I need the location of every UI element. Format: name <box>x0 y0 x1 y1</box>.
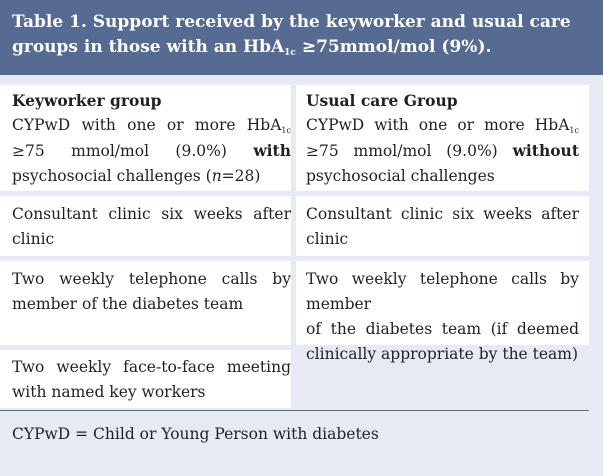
table-title-subscript: 1c <box>284 48 296 58</box>
usual-care-criteria-line-1: CYPwD with one or more HbA$_{1c}$ <box>306 116 579 135</box>
usual-care-clinic-line-1: Consultant clinic six weeks after <box>306 205 579 223</box>
keyworker-clinic-cell <box>0 196 291 256</box>
usual-care-clinic-cell <box>296 196 589 256</box>
usual-care-criteria-line-2: ≥75 mmol/mol (9.0%) without <box>306 141 579 160</box>
keyworker-clinic-line-2: clinic <box>12 230 55 248</box>
usual-care-telephone-line-2: of the diabetes team (if deemed <box>306 320 579 338</box>
table-title-text: Table 1. Support received by the keyworker and usual care groups in those with an HbA <box>12 12 571 57</box>
keyworker-criteria-line-1: CYPwD with one or more HbA$_{1c}$ <box>12 116 291 135</box>
usual-care-header-cell <box>296 85 589 191</box>
usual-care-telephone-line-3: clinically appropriate by the team) <box>306 345 579 363</box>
keyworker-header-cell <box>0 85 291 191</box>
usual-care-criteria-line-3: psychosocial challenges <box>306 167 495 185</box>
table-title <box>0 0 603 75</box>
keyworker-meeting-line-2: with named key workers <box>12 383 206 401</box>
footnote-divider <box>0 410 589 411</box>
keyworker-column-header: Keyworker group <box>12 91 162 110</box>
usual-care-telephone-cell <box>296 261 589 363</box>
keyworker-telephone-line-2: member of the diabetes team <box>12 295 244 313</box>
keyworker-telephone-cell <box>0 261 291 345</box>
keyworker-telephone-line-1: Two weekly telephone calls by <box>12 270 291 288</box>
usual-care-clinic-line-2: clinic <box>306 230 349 248</box>
keyworker-criteria-line-2: ≥75 mmol/mol (9.0%) with <box>12 141 291 160</box>
table-title-threshold: ≥75mmol/mol (9%). <box>295 37 492 57</box>
usual-care-column-header: Usual care Group <box>306 91 458 110</box>
usual-care-telephone-line-1: Two weekly telephone calls by member <box>306 270 579 313</box>
keyworker-clinic-line-1: Consultant clinic six weeks after <box>12 205 291 223</box>
keyworker-meeting-cell <box>0 350 291 408</box>
keyworker-criteria-line-3: psychosocial challenges (n=28) <box>12 167 261 185</box>
table-footnote: CYPwD = Child or Young Person with diabetes <box>12 425 379 443</box>
keyworker-meeting-line-1: Two weekly face-to-face meeting <box>12 358 291 376</box>
